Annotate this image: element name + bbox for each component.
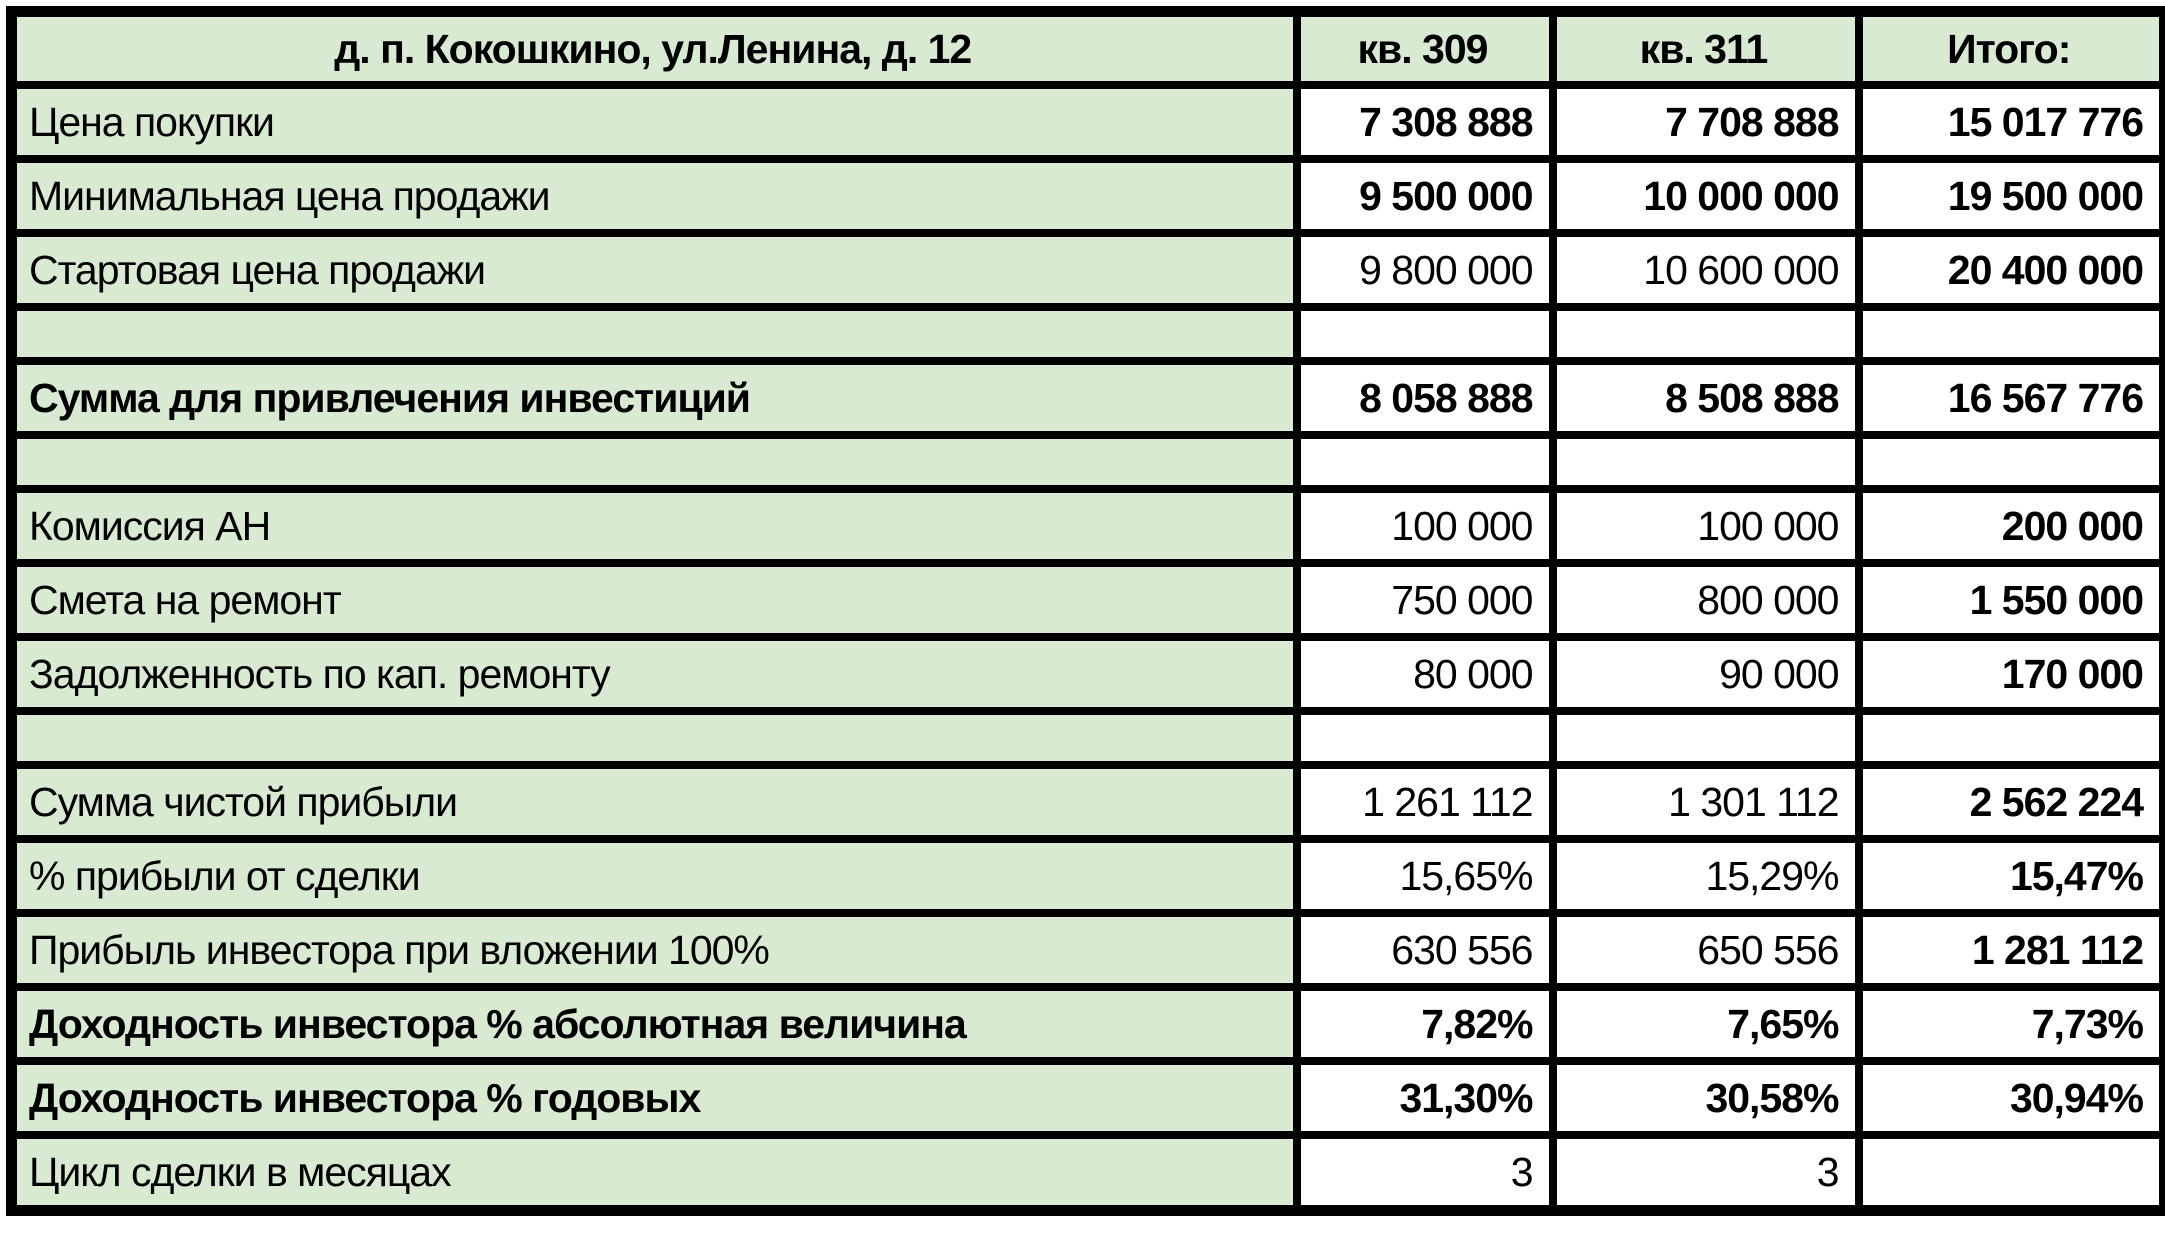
table-row bbox=[12, 765, 2165, 839]
table-row bbox=[12, 637, 2165, 711]
spacer-row bbox=[12, 711, 2165, 765]
total-value-cell: 2 562 224 bbox=[1859, 765, 2165, 839]
value-cell: 8 058 888 bbox=[1297, 361, 1553, 435]
row-label-cell: Цикл сделки в месяцах bbox=[12, 1135, 1297, 1211]
row-label-cell: Смета на ремонт bbox=[12, 563, 1297, 637]
value-cell bbox=[1297, 711, 1553, 765]
value-cell: 30,58% bbox=[1553, 1061, 1859, 1135]
row-label-cell: Минимальная цена продажи bbox=[12, 159, 1297, 233]
total-value-cell: 30,94% bbox=[1859, 1061, 2165, 1135]
investment-table bbox=[6, 6, 2165, 1216]
value-cell: 630 556 bbox=[1297, 913, 1553, 987]
value-cell: 7 308 888 bbox=[1297, 85, 1553, 159]
table-row bbox=[12, 987, 2165, 1061]
value-cell: 15,29% bbox=[1553, 839, 1859, 913]
table-row bbox=[12, 839, 2165, 913]
value-cell bbox=[1553, 307, 1859, 361]
row-label-cell: Комиссия АН bbox=[12, 489, 1297, 563]
value-cell: 1 261 112 bbox=[1297, 765, 1553, 839]
total-value-cell: 1 550 000 bbox=[1859, 563, 2165, 637]
total-value-cell bbox=[1859, 435, 2165, 489]
value-cell: 100 000 bbox=[1553, 489, 1859, 563]
value-cell: 3 bbox=[1553, 1135, 1859, 1211]
table-row bbox=[12, 85, 2165, 159]
total-value-cell: 7,73% bbox=[1859, 987, 2165, 1061]
value-cell: 8 508 888 bbox=[1553, 361, 1859, 435]
table-row bbox=[12, 233, 2165, 307]
total-value-cell: 1 281 112 bbox=[1859, 913, 2165, 987]
row-label-cell: Доходность инвестора % абсолютная величина bbox=[12, 987, 1297, 1061]
value-cell: 31,30% bbox=[1297, 1061, 1553, 1135]
value-cell bbox=[1553, 435, 1859, 489]
total-value-cell bbox=[1859, 1135, 2165, 1211]
total-value-cell: 15,47% bbox=[1859, 839, 2165, 913]
table-row bbox=[12, 361, 2165, 435]
value-cell: 800 000 bbox=[1553, 563, 1859, 637]
row-label-cell: Стартовая цена продажи bbox=[12, 233, 1297, 307]
column-header-kv311: кв. 311 bbox=[1553, 12, 1859, 86]
total-value-cell bbox=[1859, 711, 2165, 765]
value-cell: 9 500 000 bbox=[1297, 159, 1553, 233]
value-cell: 7,82% bbox=[1297, 987, 1553, 1061]
row-label-cell: % прибыли от сделки bbox=[12, 839, 1297, 913]
value-cell bbox=[1553, 711, 1859, 765]
row-label-cell bbox=[12, 435, 1297, 489]
total-value-cell: 200 000 bbox=[1859, 489, 2165, 563]
value-cell: 1 301 112 bbox=[1553, 765, 1859, 839]
value-cell: 7 708 888 bbox=[1553, 85, 1859, 159]
value-cell bbox=[1297, 307, 1553, 361]
row-label-cell: Задолженность по кап. ремонту bbox=[12, 637, 1297, 711]
value-cell: 9 800 000 bbox=[1297, 233, 1553, 307]
header-row bbox=[12, 12, 2165, 86]
table-row bbox=[12, 1061, 2165, 1135]
value-cell: 3 bbox=[1297, 1135, 1553, 1211]
row-label-cell bbox=[12, 711, 1297, 765]
spacer-row bbox=[12, 435, 2165, 489]
value-cell: 100 000 bbox=[1297, 489, 1553, 563]
value-cell: 7,65% bbox=[1553, 987, 1859, 1061]
value-cell: 750 000 bbox=[1297, 563, 1553, 637]
spacer-row bbox=[12, 307, 2165, 361]
row-label-cell: Цена покупки bbox=[12, 85, 1297, 159]
table-row bbox=[12, 489, 2165, 563]
total-value-cell: 15 017 776 bbox=[1859, 85, 2165, 159]
value-cell: 80 000 bbox=[1297, 637, 1553, 711]
table-row bbox=[12, 563, 2165, 637]
value-cell: 15,65% bbox=[1297, 839, 1553, 913]
value-cell: 650 556 bbox=[1553, 913, 1859, 987]
row-label-cell: Прибыль инвестора при вложении 100% bbox=[12, 913, 1297, 987]
total-value-cell: 19 500 000 bbox=[1859, 159, 2165, 233]
row-label-cell: Сумма чистой прибыли bbox=[12, 765, 1297, 839]
value-cell: 10 000 000 bbox=[1553, 159, 1859, 233]
table-title-cell: д. п. Кокошкино, ул.Ленина, д. 12 bbox=[12, 12, 1297, 86]
total-value-cell bbox=[1859, 307, 2165, 361]
value-cell: 10 600 000 bbox=[1553, 233, 1859, 307]
column-header-kv309: кв. 309 bbox=[1297, 12, 1553, 86]
row-label-cell: Доходность инвестора % годовых bbox=[12, 1061, 1297, 1135]
table-row bbox=[12, 159, 2165, 233]
total-value-cell: 20 400 000 bbox=[1859, 233, 2165, 307]
total-value-cell: 16 567 776 bbox=[1859, 361, 2165, 435]
value-cell bbox=[1297, 435, 1553, 489]
row-label-cell bbox=[12, 307, 1297, 361]
column-header-total: Итого: bbox=[1859, 12, 2165, 86]
value-cell: 90 000 bbox=[1553, 637, 1859, 711]
total-value-cell: 170 000 bbox=[1859, 637, 2165, 711]
table-row bbox=[12, 1135, 2165, 1211]
row-label-cell: Сумма для привлечения инвестиций bbox=[12, 361, 1297, 435]
table-row bbox=[12, 913, 2165, 987]
